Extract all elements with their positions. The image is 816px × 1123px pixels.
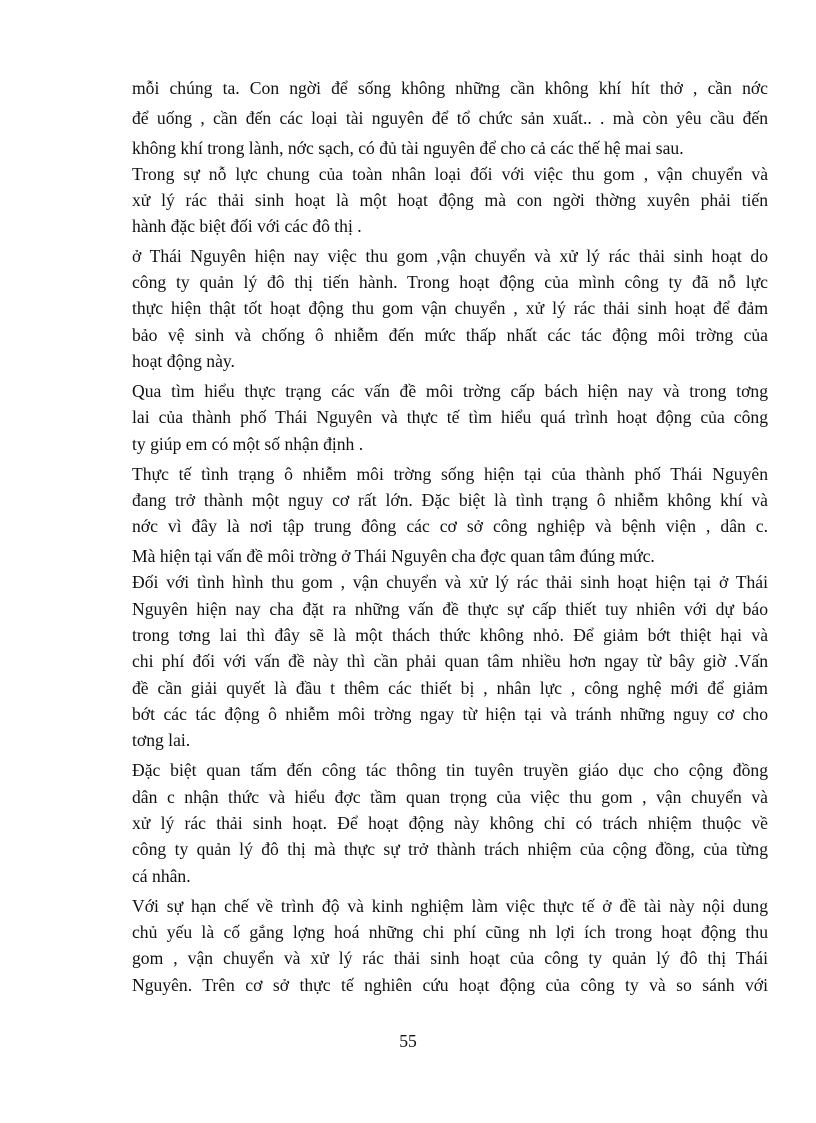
text-line: Nguyên hiện nay cha đặt ra những vấn đề thực sự cấp thiết tuy nhiên với dự báo [132,599,768,619]
text-line: thực hiện thật tốt hoạt động thu gom vận chuyển , xử lý rác thải sinh hoạt để đảm [132,298,768,318]
text-line: không khí trong lành, nớc sạch, có đủ tài nguyên để cho cả các thế hệ mai sau. [132,138,684,158]
text-line: công ty quản lý đô thị tiến hành. Trong hoạt động của mình công ty đã nỗ lực [132,272,768,292]
text-line: chi phí đối với vấn đề này thì cần phải quan tâm nhiều hơn ngay từ bây giờ .Vấn [132,651,768,671]
text-line: Với sự hạn chế về trình độ và kinh nghiệm làm việc thực tế ở đề tài này nội dung [132,896,768,916]
text-line: mỗi chúng ta. Con ngời để sống không những cần không khí hít thở , cần nớc [132,78,768,98]
text-line: lai của thành phố Thái Nguyên và thực tế tìm hiểu quá trình hoạt động của công [132,407,768,427]
text-line: hoạt động này. [132,351,235,371]
text-line: chủ yếu là cố gắng lợng hoá những chi phí cũng nh lợi ích trong hoạt động thu [132,922,768,942]
text-line: hành đặc biệt đối với các đô thị . [132,216,362,236]
text-line: Mà hiện tại vấn đề môi trờng ở Thái Nguyên cha đợc quan tâm đúng mức. [132,546,655,566]
text-line: ở Thái Nguyên hiện nay việc thu gom ,vận chuyển và xử lý rác thải sinh hoạt do [132,246,768,266]
text-line: tơng lai. [132,730,191,750]
text-line: cá nhân. [132,866,191,886]
text-line: dân c nhận thức và hiểu đợc tầm quan trọng của việc thu gom , vận chuyển và [132,787,768,807]
page-number: 55 [399,1031,417,1051]
text-line: Thực tế tình trạng ô nhiễm môi trờng sống hiện tại của thành phố Thái Nguyên [132,464,768,484]
text-line: nớc vì đây là nơi tập trung đông các cơ sở công nghiệp và bệnh viện , dân c. [132,516,768,536]
text-line: bớt các tác động ô nhiễm môi trờng ngay từ hiện tại và tránh những nguy cơ cho [132,704,768,724]
text-line: xử lý rác thải sinh hoạt. Để hoạt động này không chỉ có trách nhiệm thuộc về [132,813,768,833]
text-line: Đối với tình hình thu gom , vận chuyển và xử lý rác thải sinh hoạt hiện tại ở Thái [132,572,768,592]
text-line: công ty quản lý đô thị mà thực sự trở thành trách nhiệm của cộng đồng, của từng [132,839,768,859]
text-line: trong tơng lai thì đây sẽ là một thách thức không nhỏ. Để giảm bớt thiệt hại và [132,625,768,645]
text-line: Trong sự nỗ lực chung của toàn nhân loại đối với việc thu gom , vận chuyển và [132,164,768,184]
text-line: ty giúp em có một số nhận định . [132,434,364,454]
text-line: đang trở thành một nguy cơ rất lớn. Đặc biệt là tình trạng ô nhiễm không khí và [132,490,768,510]
text-line: bảo vệ sinh và chống ô nhiễm đến mức thấp nhất các tác động môi trờng của [132,325,768,345]
text-line: để uống , cần đến các loại tài nguyên để tổ chức sản xuất.. . mà còn yêu cầu đến [132,108,768,128]
text-line: đề cần giải quyết là đầu t thêm các thiết bị , nhân lực , công nghệ mới để giảm [132,678,768,698]
text-line: Qua tìm hiểu thực trạng các vấn đề môi trờng cấp bách hiện nay và trong tơng [132,381,768,401]
text-line: xử lý rác thải sinh hoạt là một hoạt động mà con ngời thờng xuyên phải tiến [132,190,768,210]
text-line: Đặc biệt quan tấm đến công tác thông tin tuyên truyền giáo dục cho cộng đồng [132,760,768,780]
text-line: Nguyên. Trên cơ sở thực tế nghiên cứu hoạt động của công ty và so sánh với [132,975,768,995]
text-line: gom , vận chuyển và xử lý rác thải sinh hoạt của công ty quản lý đô thị Thái [132,948,768,968]
